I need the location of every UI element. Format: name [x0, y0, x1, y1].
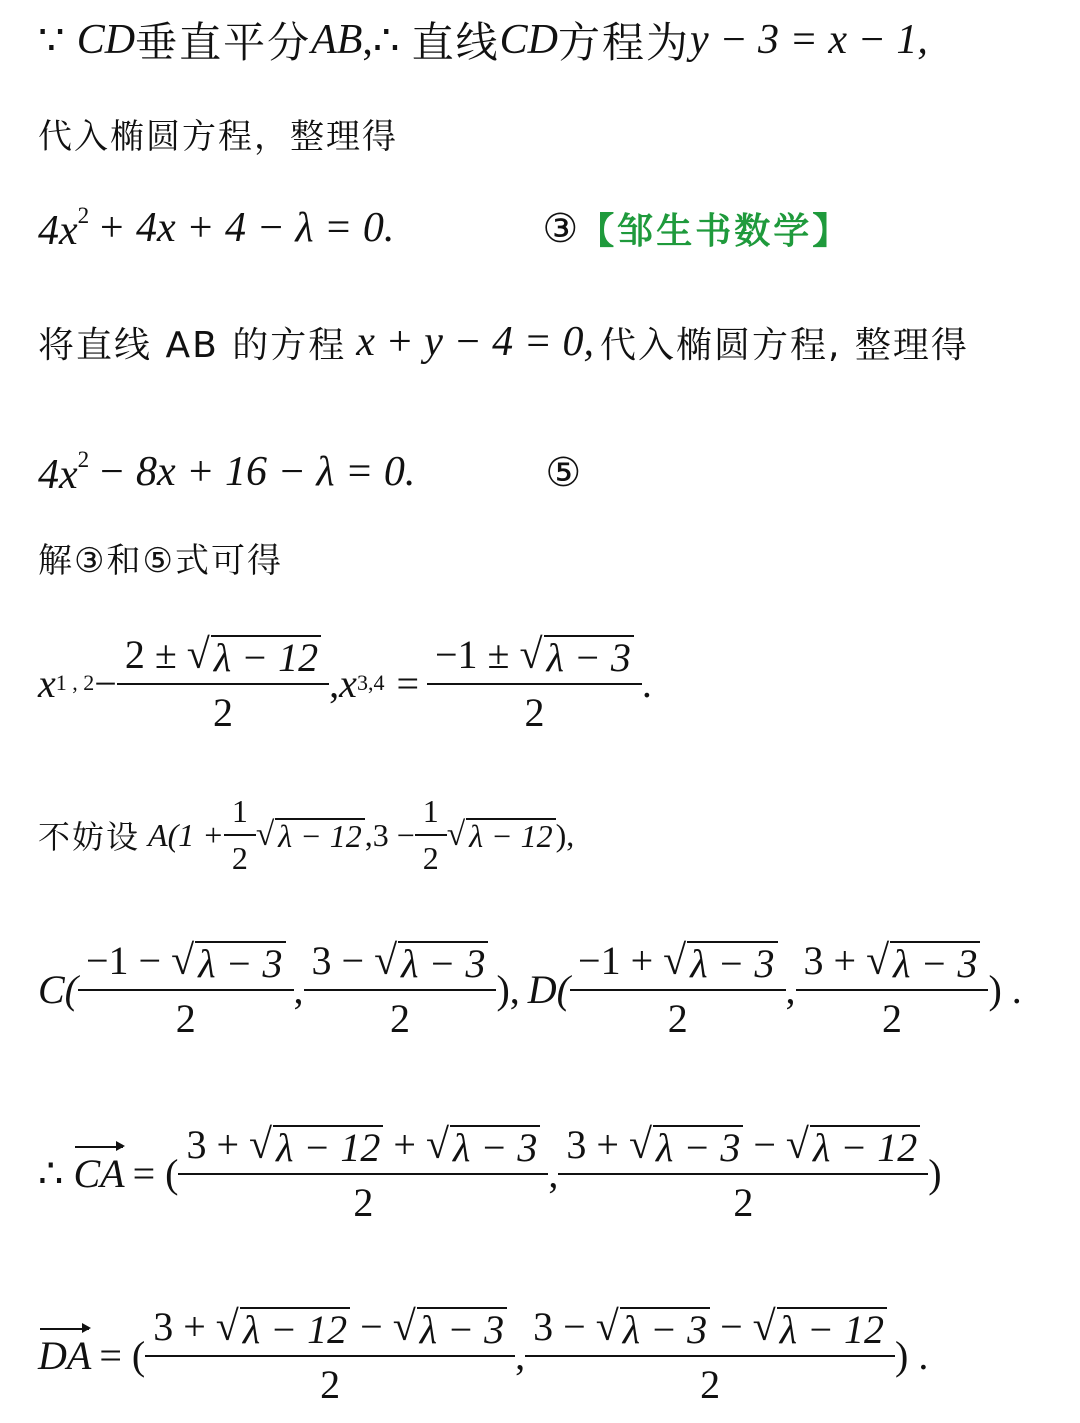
- fraction-c-x: −1 − √ λ − 3 2: [82, 937, 290, 1042]
- point-a-open: A(1 +: [148, 816, 224, 853]
- fraction-ca-x: 3 + √ λ − 12 + √ λ − 3 2: [182, 1121, 544, 1226]
- dash: −: [94, 660, 117, 706]
- fraction-d-y: 3 + √ λ − 3 2: [800, 937, 985, 1042]
- fraction-da-x: 3 + √ λ − 12 − √ λ − 3 2: [149, 1303, 511, 1408]
- line-10-vector-ca: ∴ CA = ( 3 + √ λ − 12 + √ λ − 3 2 , 3 + √ λ − 3 − √ λ − 12 2 ): [38, 1121, 942, 1225]
- fraction-da-y: 3 − √ λ − 3 − √ λ − 12 2: [529, 1303, 891, 1408]
- line-9-points-cd: C( −1 − √ λ − 3 2 , 3 − √ λ − 3 2 ), D( −1 + √ λ − 3 2 , 3 + √ λ − 3 2 ) .: [38, 937, 1022, 1041]
- line-5-equation-5: [38, 442, 581, 502]
- line-8-point-a: 不妨设 A(1 + $\frac{1}{2}$ √ λ − 12 ,3 − $\frac{1}{2}$ √ λ − 12 ),: [38, 793, 575, 876]
- eq3-lead: $4x^2$: [38, 201, 90, 254]
- text-equation-is: 方程为: [558, 18, 691, 67]
- line-1-cd-equation: [38, 10, 928, 70]
- fraction-c-y: 3 − √ λ − 3 2: [308, 937, 493, 1042]
- x34-var: x: [339, 660, 357, 706]
- segment-ab: AB: [311, 17, 363, 63]
- therefore-symbol: ,∴: [362, 18, 400, 64]
- fraction-d-x: −1 + √ λ − 3 2: [574, 937, 782, 1042]
- x12-var: x: [38, 660, 56, 706]
- line-7-roots: x 1 , 2 − 2 ± √ λ − 12 2 , x 3,4 = −1 ± √ λ − 3 2 .: [38, 631, 652, 735]
- equation-ab: x + y − 4 = 0,: [356, 319, 595, 365]
- text-substitute-2: 代入椭圆方程, 整理得: [600, 324, 969, 366]
- fraction-x12: 2 ± √ λ − 12 2: [121, 631, 325, 736]
- text-substitute-ellipse: 代入椭圆方程，整理得: [38, 116, 398, 157]
- text-perpendicular-bisector: 垂直平分: [135, 18, 312, 67]
- fraction-ca-y: 3 + √ λ − 3 − √ λ − 12 2: [562, 1121, 924, 1226]
- fraction-x34: −1 ± √ λ − 3 2: [431, 631, 638, 736]
- marker-3: ③: [542, 205, 579, 251]
- half-1: $\frac{1}{2}$: [228, 793, 252, 877]
- sqrt-a-1: √ λ − 12: [256, 816, 365, 854]
- line-2-substitute: [38, 108, 398, 158]
- text-assume: 不妨设: [38, 818, 141, 856]
- text-line-ab: 将直线 AB 的方程: [38, 324, 347, 366]
- vector-ca: CA: [73, 1150, 125, 1196]
- vector-da: DA: [38, 1332, 92, 1378]
- point-c-open: C(: [38, 966, 78, 1012]
- half-2: $\frac{1}{2}$: [419, 793, 443, 877]
- sqrt-a-2: √ λ − 12: [447, 816, 556, 854]
- brand-label: 【邹生书数学】: [578, 210, 852, 252]
- equation-cd: y − 3 = x − 1,: [690, 17, 928, 63]
- sqrt-lambda-3: √ λ − 3: [520, 631, 634, 679]
- eq5-lead: $4x^2$: [38, 445, 90, 498]
- line-6-solve: [38, 532, 283, 582]
- segment-cd-2: CD: [499, 17, 559, 63]
- point-d-open: D(: [527, 966, 571, 1012]
- eq5-rest: − 8x + 16 − λ = 0.: [97, 449, 416, 495]
- text-solve: 解③和⑤式可得: [38, 540, 283, 581]
- eq3-rest: + 4x + 4 − λ = 0.: [97, 205, 395, 251]
- text-line: 直线: [411, 18, 500, 67]
- line-3-equation-3: [38, 198, 851, 258]
- line-4-ab-equation: [38, 314, 969, 370]
- because-symbol: ∵: [38, 18, 65, 64]
- line-11-vector-da: DA = ( 3 + √ λ − 12 − √ λ − 3 2 , 3 − √ λ − 3 − √ λ − 12 2 ) .: [38, 1303, 929, 1407]
- marker-5: ⑤: [545, 449, 582, 495]
- sqrt-lambda-12: √ λ − 12: [187, 631, 321, 679]
- segment-cd: CD: [76, 17, 136, 63]
